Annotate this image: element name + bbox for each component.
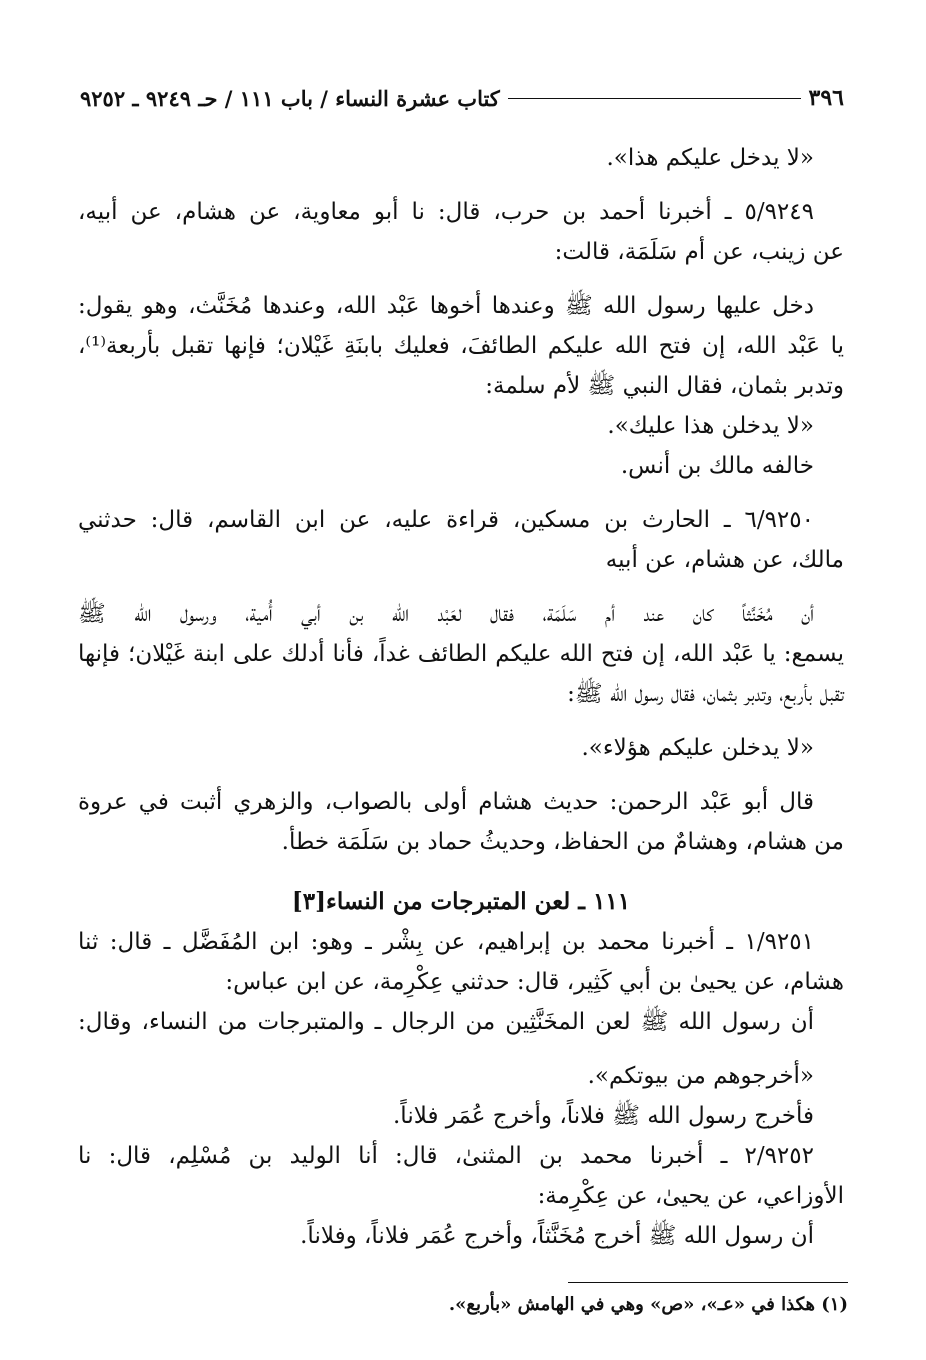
text-line: مالك، عن هشام، عن أبيه (605, 547, 844, 573)
hadith-9249-line: ٥/٩٢٤٩ ـ أخبرنا أحمد بن حرب، قال: نا أبو معاوية، عن هشام، عن أبيه، (78, 199, 814, 225)
text-line: عن زينب، عن أم سَلَمَة، قالت: (554, 239, 844, 265)
text-line: تقبل بأربع، وتدبر بثمان، فقال رسول الله ﷺ: (567, 681, 844, 707)
page-header (80, 78, 844, 118)
text-line: «لا يدخلن هذا عليك». (607, 413, 814, 439)
text-line: يسمع: يا عَبْد الله، إن فتح الله عليكم الطائف غداً، فأنا أدلك على ابنة غَيْلان؛ فإنها (78, 641, 844, 667)
text-line: «لا يدخل عليكم هذا». (606, 145, 814, 171)
text-line: قال أبو عَبْد الرحمن: حديث هشام أولى بالصواب، والزهري أثبت في عروة (78, 789, 814, 815)
text-line: يا عَبْد الله، إن فتح الله عليكم الطائفَ، فعليك بابنَةِ غَيْلان؛ فإنها تقبل بأربعة⁽¹⁾، (78, 333, 844, 359)
text-line: خالفه مالك بن أنس. (620, 453, 814, 479)
text-line: أن رسول الله ﷺ لعن المخَنَّثِين من الرجال ـ والمتبرجات من النساء، وقال: (78, 1009, 814, 1035)
page-body (78, 138, 844, 1256)
header-rule (508, 98, 801, 99)
text-line: وتدبر بثمان، فقال النبي ﷺ لأم سلمة: (485, 373, 844, 399)
running-title: كتاب عشرة النساء / باب ١١١ / حـ ٩٢٤٩ ـ ٩٢٥٢ (80, 85, 500, 111)
footnote: (١) هكذا في «عـ»، «ص» وهي في الهامش «بأربع». (448, 1294, 848, 1315)
page-number: ٣٩٦ (808, 85, 844, 111)
text-line: هشام، عن يحيىٰ بن أبي كَثِير، قال: حدثني عِكْرِمة، عن ابن عباس: (225, 969, 844, 995)
text-line: من هشام، وهشامٌ من الحفاظ، وحديثُ حماد بن سَلَمَة خطأ. (281, 829, 844, 855)
text-line: أن مُخَنَّثاً كان عند أم سَلَمَة، فقال لعَبْد الله بن أبي أُمية، ورسول الله ﷺ (78, 601, 814, 627)
chapter-heading: ١١١ ـ لعن المتبرجات من النساء[٣] (291, 888, 631, 915)
text-line: «لا يدخلن عليكم هؤلاء». (581, 735, 814, 761)
hadith-9251-line: ١/٩٢٥١ ـ أخبرنا محمد بن إبراهيم، عن بِشْر ـ وهو: ابن المُفَضَّل ـ قال: ثنا (78, 929, 814, 955)
text-line: الأوزاعي، عن يحيىٰ، عن عِكْرِمة: (537, 1183, 844, 1209)
text-line: دخل عليها رسول الله ﷺ وعندها أخوها عَبْد الله، وعندها مُخَنَّث، وهو يقول: (78, 293, 814, 319)
text-line: فأخرج رسول الله ﷺ فلاناً، وأخرج عُمَر فلاناً. (393, 1103, 814, 1129)
hadith-9250-line: ٦/٩٢٥٠ ـ الحارث بن مسكين، قراءة عليه، عن ابن القاسم، قال: حدثني (78, 507, 814, 533)
text-line: أن رسول الله ﷺ أخرج مُخَنَّثاً، وأخرج عُمَر فلاناً، وفلاناً. (300, 1223, 814, 1249)
footnote-rule (568, 1282, 848, 1283)
text-line: «أخرجوهم من بيوتكم». (587, 1063, 814, 1089)
hadith-9252-line: ٢/٩٢٥٢ ـ أخبرنا محمد بن المثنىٰ، قال: أنا الوليد بن مُسْلِم، قال: نا (78, 1143, 814, 1169)
